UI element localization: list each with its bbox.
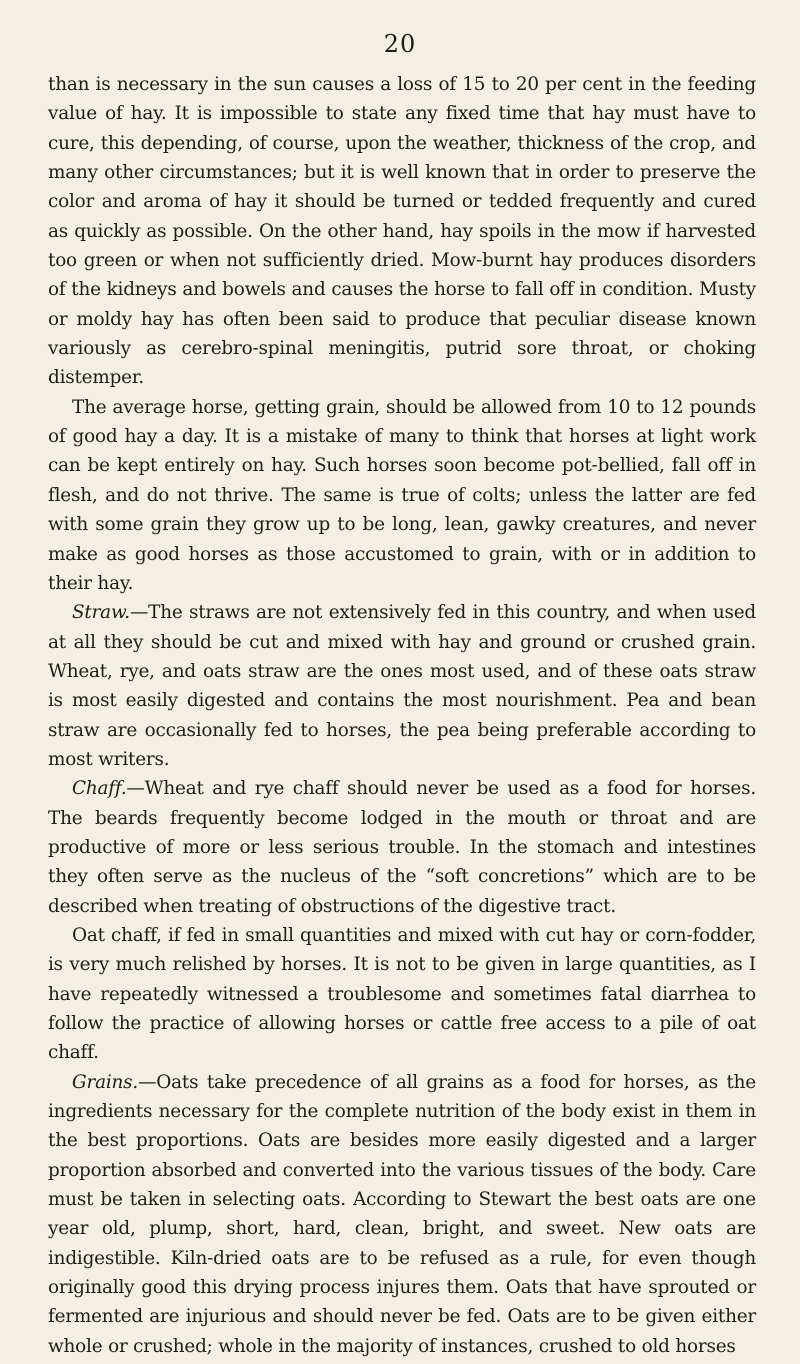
paragraph-hay-ration (48, 393, 756, 598)
page-number: 20 (383, 30, 417, 58)
paragraph-text: The average horse, getting grain, should be allowed from 10 to 12 pounds of good hay a day. It is a mistake of many to think that horses at light work can be kept entirely on hay. Such horses soon become pot-bellied, fall off in flesh, and do not thrive. The same is true of colts; unless the latter are fed with some grain they grow up to be long, lean, gawky creatures, and never make as good horses as those accustomed to grain, with or in addition to their hay. (48, 396, 756, 594)
paragraph-grains (48, 1068, 756, 1361)
paragraph-text: —The straws are not extensively fed in this country, and when used at all they should be cut and mixed with hay and ground or crushed grain. Wheat, rye, and oats straw are the ones most used, and of these oats straw is most easily digested and contains the most nourishment. Pea and bean straw are occasionally fed to horses, the pea being preferable according to most writers. (48, 602, 756, 770)
section-heading-grains: Grains. (72, 1071, 139, 1093)
paragraph-text: —Wheat and rye chaff should never be used as a food for horses. The beards frequently become lodged in the mouth or throat and are productive of more or less serious trouble. In the stomach and intestines they often serve as the nucleus of the “soft concretions” which are to be described when treating of obstructions of the digestive tract. (48, 778, 756, 917)
paragraph-text: than is necessary in the sun causes a loss of 15 to 20 per cent in the feeding value of hay. It is impossible to state any fixed time that hay must have to cure, this depending, of course, upon the weather, thickness of the crop, and many other circumstances; but it is well known that in order to preserve the color and aroma of hay it should be turned or tedded frequently and cured as quickly as possible. On the other hand, hay spoils in the mow if harvested too green or when not sufficiently dried. Mow-burnt hay produces disorders of the kidneys and bowels and causes the horse to fall off in condition. Musty or moldy hay has often been said to produce that peculiar disease known variously as cerebro-spinal meningitis, putrid sore throat, or choking distemper. (48, 74, 756, 389)
paragraph-hay-curing (48, 70, 756, 393)
body-text (48, 70, 756, 1361)
paragraph-chaff (48, 774, 756, 921)
section-heading-straw: Straw. (72, 602, 130, 624)
paragraph-straw (48, 598, 756, 774)
paragraph-text: Oat chaff, if fed in small quantities and mixed with cut hay or corn-fodder, is very much relished by horses. It is not to be given in large quantities, as I have repeatedly witnessed a troublesome and sometimes fatal diarrhea to follow the practice of allowing horses or cattle free access to a pile of oat chaff. (48, 924, 756, 1064)
paragraph-text: —Oats take precedence of all grains as a food for horses, as the ingredients necessary for the complete nutrition of the body exist in them in the best proportions. Oats are besides more easily digested and a larger proportion absorbed and converted into the various tissues of the body. Care must be taken in selecting oats. According to Stewart the best oats are one year old, plump, short, hard, clean, bright, and sweet. New oats are indigestible. Kiln-dried oats are to be refused as a rule, for even though originally good this drying process injures them. Oats that have sprouted or fermented are injurious and should never be fed. Oats are to be given either whole or crushed; whole in the majority of instances, crushed to old horses (48, 1071, 756, 1357)
paragraph-oat-chaff (48, 921, 756, 1068)
section-heading-chaff: Chaff. (72, 778, 127, 800)
